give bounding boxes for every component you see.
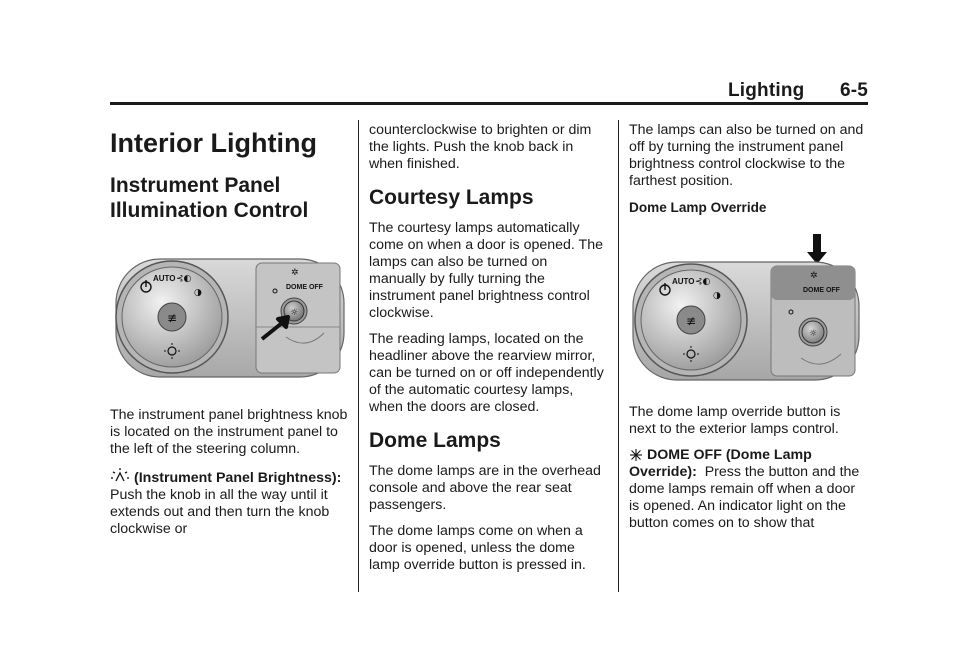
para-dome-1: The dome lamps are in the overhead console and above the rear seat passengers. [369,463,601,513]
para-knob-location: The instrument panel brightness knob is located on the instrument panel to the left of the steering column. [110,407,348,457]
heading-dome-lamps: Dome Lamps [369,429,501,452]
term-instrument-panel-brightness: (Instrument Panel Brightness): [134,470,342,486]
auto-label: AUTO [153,274,176,283]
header-rule [110,102,868,105]
dome-off-label-2: DOME OFF [803,287,840,294]
para-dome-2: The dome lamps come on when a door is opened, unless the dome lamp override button is pressed in. [369,523,586,573]
para-courtesy-1: The courtesy lamps automatically come on when a door is opened. The lamps can also be turned on manually by fully turning the instrument panel brightness control clockwise. [369,220,603,321]
svg-text:≢: ≢ [166,311,178,325]
headlamp-control-figure [110,241,350,389]
desc-brightness: Push the knob in all the way until it extends out and then turn the knob clockwise or [110,487,330,537]
svg-text:✲: ✲ [810,271,818,281]
page-number: 6-5 [839,80,868,101]
svg-text:☼: ☼ [808,329,818,339]
page-header [728,80,868,102]
column-divider-2 [618,120,619,592]
dome-off-label: DOME OFF [286,284,323,291]
column-2 [369,122,607,583]
svg-text:☼: ☼ [289,308,299,318]
heading-instrument-panel: Instrument Panel Illumination Control [110,174,309,222]
section-title: Lighting [727,80,805,101]
dome-lamp-icon [629,448,643,462]
para-override-location: The dome lamp override button is next to the exterior lamps control. [629,404,841,437]
column-divider-1 [358,120,359,592]
column-3 [629,122,869,532]
para-courtesy-2: The reading lamps, located on the headliner above the rearview mirror, can be turned on or off independently of the automatic courtesy lamps, when the doors are closed. [369,331,604,415]
subheading-dome-lamp-override: Dome Lamp Override [629,200,767,215]
brightness-icon [110,467,130,485]
svg-text:✲: ✲ [291,268,299,278]
dome-override-figure [629,232,869,390]
heading-interior-lighting: Interior Lighting [110,128,317,158]
svg-text:⊰◐: ⊰◐ [176,274,192,284]
svg-text:◑: ◑ [194,288,202,298]
svg-text:⊰◐: ⊰◐ [695,277,711,287]
para-lamps-on-off: The lamps can also be turned on and off by turning the instrument panel brightness control clockwise to the farthest position. [629,122,864,189]
term-dome-off: DOME OFF (Dome Lamp Override): [629,447,812,480]
heading-courtesy-lamps: Courtesy Lamps [369,186,534,209]
desc-dome-off: Press the button and the dome lamps remain off when a door is opened. An indicator light on the button comes on to show that [629,464,860,531]
para-counterclockwise: counterclockwise to brighten or dim the lights. Push the knob back in when finished. [369,122,592,172]
column-1 [110,122,350,538]
svg-text:≢: ≢ [685,314,697,328]
svg-text:◑: ◑ [713,291,721,301]
auto-label-2: AUTO [672,277,695,286]
